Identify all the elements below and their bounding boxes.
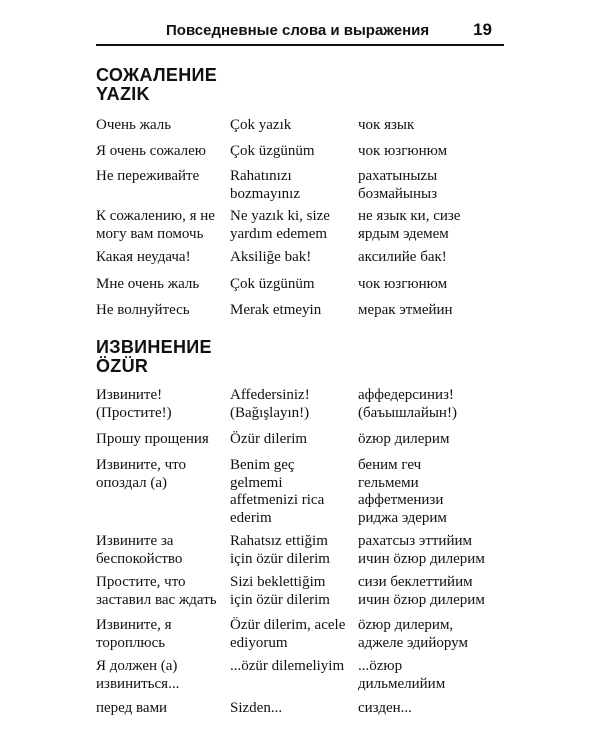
phrase-russian: Простите, что заставил вас ждать xyxy=(96,574,217,608)
phrase-turkish: Benim geç gelmemi affetmenizi rica ederim xyxy=(230,457,325,526)
phrase-turkish: Çok üzgünüm xyxy=(230,276,315,292)
running-header xyxy=(96,20,504,46)
phrase-russian: Мне очень жаль xyxy=(96,276,200,292)
phrase-turkish: Merak etmeyin xyxy=(230,302,322,318)
phrase-turkish: ...özür dilemeliyim xyxy=(230,658,345,674)
phrase-turkish: Ne yazık ki, size yardım edemem xyxy=(230,208,330,242)
phrase-russian: Не волнуйтесь xyxy=(96,302,190,318)
section-heading-tr: YAZIK xyxy=(96,84,150,104)
phrase-russian: Я должен (а) извиниться... xyxy=(96,658,180,692)
header-title: Повседневные слова и выражения xyxy=(166,22,430,39)
phrase-transcription: беним геч гельмеми аффетменизи риджа эдерим xyxy=(358,457,447,526)
phrase-russian: Извините, я тороплюсь xyxy=(96,617,172,651)
phrase-russian: Не переживайте xyxy=(96,168,200,184)
phrase-russian: Извините! (Простите!) xyxy=(96,387,172,421)
phrase-transcription: рахатыныzы бозмайыныз xyxy=(358,168,438,202)
phrase-turkish: Sizi beklettiğim için özür dilerim xyxy=(230,574,330,608)
phrase-transcription: рахатсыз эттийим ичин özюр дилерим xyxy=(358,533,485,567)
section-heading-ru: СОЖАЛЕНИЕ xyxy=(96,65,218,85)
phrase-transcription: аффедерсиниз! (баъышлайын!) xyxy=(358,387,457,421)
section-heading-ru: ИЗВИНЕНИЕ xyxy=(96,337,212,357)
phrase-russian: Какая неудача! xyxy=(96,249,191,265)
phrase-turkish: Affedersiniz! (Bağışlayın!) xyxy=(230,387,310,421)
phrase-turkish: Rahatınızı bozmayınız xyxy=(230,168,300,202)
phrase-transcription: чок язык xyxy=(358,117,415,133)
phrase-turkish: Çok yazık xyxy=(230,117,292,133)
phrase-russian: Извините за беспокойство xyxy=(96,533,183,567)
phrase-russian: Я очень сожалею xyxy=(96,143,206,159)
phrase-transcription: ...özюр дильмелийим xyxy=(358,658,446,692)
phrase-turkish: Aksiliğe bak! xyxy=(230,249,312,265)
phrase-russian: Очень жаль xyxy=(96,117,172,133)
phrase-transcription: не язык ки, сизе ярдым эдемем xyxy=(358,208,461,242)
phrase-turkish: Rahatsız ettiğim için özür dilerim xyxy=(230,533,330,567)
section-heading-apology xyxy=(96,338,212,376)
phrase-russian: К сожалению, я не могу вам помочь xyxy=(96,208,215,242)
phrase-turkish: Özür dilerim, acele ediyorum xyxy=(230,617,346,651)
phrase-transcription: чок юзгюнюм xyxy=(358,276,448,292)
phrase-transcription: аксилийе бак! xyxy=(358,249,447,265)
phrase-transcription: özюр дилерим, аджеле эдийорум xyxy=(358,617,468,651)
section-heading-tr: ÖZÜR xyxy=(96,356,149,376)
phrase-transcription: сизден... xyxy=(358,700,412,716)
phrase-russian: Прошу прощения xyxy=(96,431,209,447)
phrase-russian: перед вами xyxy=(96,700,168,716)
phrase-turkish: Sizden... xyxy=(230,700,283,716)
phrase-transcription: чок юзгюнюм xyxy=(358,143,448,159)
phrase-turkish: Çok üzgünüm xyxy=(230,143,315,159)
page-number: 19 xyxy=(473,20,492,39)
phrase-transcription: özюр дилерим xyxy=(358,431,450,447)
phrase-transcription: сизи беклеттийим ичин özюр дилерим xyxy=(358,574,485,608)
phrase-turkish: Özür dilerim xyxy=(230,431,308,447)
phrase-transcription: мерак этмейин xyxy=(358,302,453,318)
phrase-russian: Извините, что опоздал (а) xyxy=(96,457,187,491)
section-heading-regret xyxy=(96,66,217,104)
